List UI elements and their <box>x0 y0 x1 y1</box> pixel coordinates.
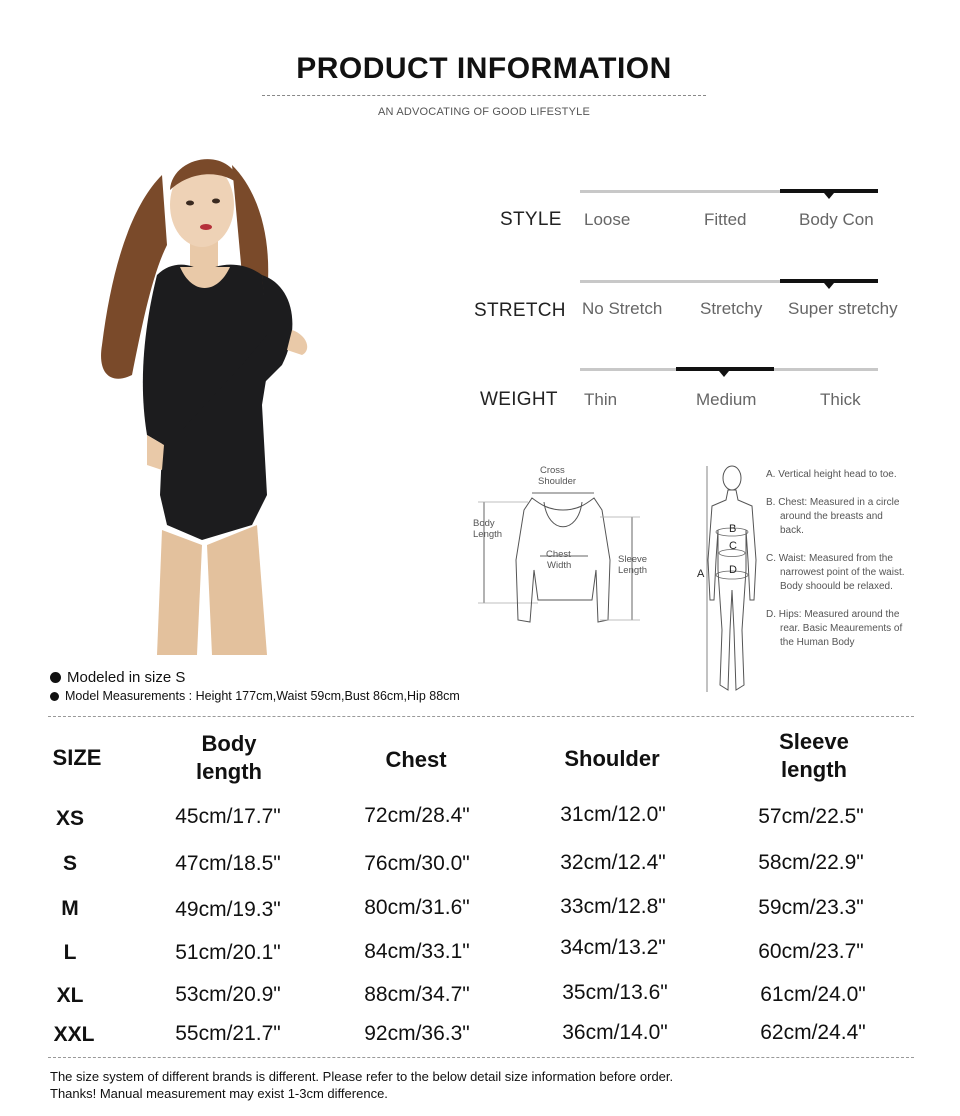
note-hips: D. Hips: Measured around the rear. Basic Meaurements of the Human Body <box>766 609 903 648</box>
model-photo <box>92 145 362 655</box>
cell-shoulder: 34cm/13.2" <box>560 936 666 959</box>
cell-sleeve: 60cm/23.7" <box>758 940 864 963</box>
header-body-length-line2: length <box>196 759 262 784</box>
model-measurements-note <box>50 689 460 703</box>
cross-shoulder-label-2: Shoulder <box>538 476 577 487</box>
body-measurement-diagram <box>690 460 762 700</box>
header-body-length <box>163 730 295 786</box>
marker-b: B <box>729 523 737 535</box>
cell-size: XXL <box>53 1023 95 1046</box>
body-length-label-2: Length <box>473 529 503 540</box>
cell-sleeve: 59cm/23.3" <box>758 896 864 919</box>
cell-size: S <box>62 852 77 875</box>
bullet-icon <box>50 692 59 701</box>
cell-sleeve: 61cm/24.0" <box>760 983 866 1006</box>
table-top-divider <box>48 716 914 717</box>
page-title: PRODUCT INFORMATION <box>296 52 672 85</box>
marker-c: C <box>729 540 737 552</box>
footer-size-disclaimer: The size system of different brands is different. Please refer to the below detail size information before order. <box>50 1069 674 1084</box>
cell-size: XL <box>56 984 84 1007</box>
header-sleeve-length-line1: Sleeve <box>779 729 849 754</box>
cell-chest: 92cm/36.3" <box>364 1022 470 1045</box>
model-measurements-text: Model Measurements : Height 177cm,Waist 59cm,Bust 86cm,Hip 88cm <box>65 689 460 703</box>
cell-size: M <box>61 897 79 920</box>
stretch-option-no-stretch: No Stretch <box>582 299 663 318</box>
cell-body-length: 51cm/20.1" <box>175 941 281 964</box>
header-sleeve-length-line2: length <box>781 757 847 782</box>
cell-shoulder: 35cm/13.6" <box>562 981 668 1004</box>
cell-body-length: 47cm/18.5" <box>175 852 281 875</box>
cell-size: XS <box>55 807 84 830</box>
cell-chest: 76cm/30.0" <box>364 852 470 875</box>
header-size: SIZE <box>52 745 102 770</box>
stretch-option-stretchy: Stretchy <box>700 299 763 318</box>
chest-width-label: Chest <box>546 549 571 560</box>
cell-sleeve: 58cm/22.9" <box>758 851 864 874</box>
cell-body-length: 45cm/17.7" <box>175 805 281 828</box>
cell-body-length: 49cm/19.3" <box>175 898 281 921</box>
weight-option-thin: Thin <box>584 390 618 409</box>
note-height: A. Vertical height head to toe. <box>766 469 897 480</box>
model-size-note <box>50 669 185 686</box>
cell-body-length: 53cm/20.9" <box>175 983 281 1006</box>
style-option-fitted: Fitted <box>704 210 747 229</box>
cell-shoulder: 33cm/12.8" <box>560 895 666 918</box>
sleeve-length-label: Sleeve <box>618 554 648 565</box>
cell-sleeve: 57cm/22.5" <box>758 805 864 828</box>
weight-option-thick: Thick <box>820 390 861 409</box>
cell-sleeve: 62cm/24.4" <box>760 1021 866 1044</box>
header-chest: Chest <box>385 747 447 772</box>
table-bottom-divider <box>48 1057 914 1058</box>
note-chest: B. Chest: Measured in a circle around the breasts and back. <box>766 497 900 536</box>
header-shoulder: Shoulder <box>564 746 660 771</box>
cell-chest: 84cm/33.1" <box>364 940 470 963</box>
cell-shoulder: 31cm/12.0" <box>560 803 666 826</box>
marker-d: D <box>729 564 737 576</box>
header-sleeve-length <box>748 728 880 784</box>
title-divider <box>262 95 706 96</box>
style-label: STYLE <box>500 209 562 230</box>
cross-shoulder-label: Cross <box>540 465 565 476</box>
sleeve-length-label-2: Length <box>618 565 648 576</box>
measurement-notes <box>766 468 906 664</box>
weight-option-medium: Medium <box>696 390 757 409</box>
note-waist: C. Waist: Measured from the narrowest point of the waist. Body shoould be relaxed. <box>766 553 905 592</box>
cell-chest: 88cm/34.7" <box>364 983 470 1006</box>
cell-body-length: 55cm/21.7" <box>175 1022 281 1045</box>
marker-a: A <box>697 568 705 580</box>
page-subtitle: AN ADVOCATING OF GOOD LIFESTYLE <box>378 106 590 118</box>
cell-shoulder: 32cm/12.4" <box>560 851 666 874</box>
stretch-option-super-stretchy: Super stretchy <box>788 299 898 318</box>
style-option-loose: Loose <box>584 210 631 229</box>
cell-shoulder: 36cm/14.0" <box>562 1021 668 1044</box>
stretch-scale-pointer <box>824 283 834 289</box>
cell-size: L <box>63 941 77 964</box>
chest-width-label-2: Width <box>547 560 572 571</box>
cell-chest: 72cm/28.4" <box>364 804 470 827</box>
footer-measurement-note: Thanks! Manual measurement may exist 1-3cm difference. <box>50 1086 388 1101</box>
style-scale-pointer <box>824 193 834 199</box>
bullet-icon <box>50 672 61 683</box>
header-body-length-line1: Body <box>201 731 257 756</box>
body-length-label: Body <box>473 518 495 529</box>
style-option-body-con: Body Con <box>799 210 874 229</box>
garment-measurement-diagram <box>468 460 658 630</box>
cell-chest: 80cm/31.6" <box>364 896 470 919</box>
stretch-label: STRETCH <box>474 300 566 321</box>
model-size-text: Modeled in size S <box>67 669 186 686</box>
weight-scale-pointer <box>719 371 729 377</box>
weight-label: WEIGHT <box>480 389 558 410</box>
